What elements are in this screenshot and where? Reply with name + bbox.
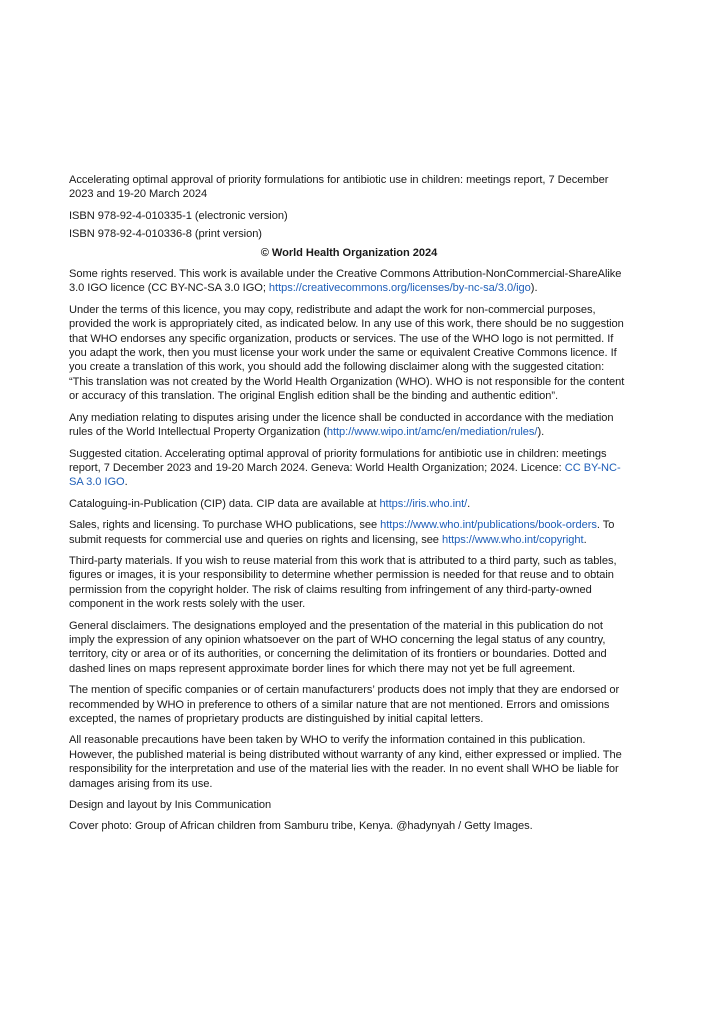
licence-link[interactable]: CC BY-NC-SA 3.0 IGO bbox=[69, 461, 621, 489]
companies-paragraph: The mention of specific companies or of certain manufacturers’ products does not imply that they are endorsed or recommended by WHO in preference to others of a similar nature that are not mentioned. Errors and omissions excepted, the names of proprietary products are distinguished by initial capital letters. bbox=[69, 684, 620, 725]
citation-paragraph bbox=[69, 447, 629, 490]
licence-terms-paragraph: Under the terms of this licence, you may copy, redistribute and adapt the work for non-commercial purposes, provided the work is appropriately cited, as indicated below. In any use of this work, there should be no suggestion that WHO endorses any specific organization, products or services. The use of the WHO logo is not permitted. If you adapt the work, then you must license your work under the same or equivalent Creative Commons licence. If you create a translation of this work, you should add the following disclaimer along with the suggested citation: “This translation was not created by the World Health Organization (WHO). WHO is not responsible for the content or accuracy of this translation. The original English edition shall be the binding and authentic edition”. bbox=[69, 303, 625, 403]
sales-paragraph bbox=[69, 518, 629, 547]
rights-after: ). bbox=[530, 282, 538, 295]
sales-text-1: Sales, rights and licensing. To purchase WHO publications, see bbox=[69, 519, 381, 532]
third-party-paragraph: Third-party materials. If you wish to reuse material from this work that is attributed to a third party, such as tables, figures or images, it is your responsibility to determine whether permission is needed for that reuse and to obtain permission from the copyright holder. The risk of claims resulting from infringement of any third-party-owned component in the work rests solely with the user. bbox=[69, 554, 617, 611]
mediation-after: ). bbox=[537, 426, 545, 439]
rights-text: Some rights reserved. This work is available under the Creative Commons Attribution-NonCommercial-ShareAlike 3.0 IGO licence (CC BY-NC-SA 3.0 IGO; bbox=[69, 268, 622, 295]
design-credit: Design and layout by Inis Communication bbox=[69, 799, 272, 812]
citation-text: Suggested citation. Accelerating optimal approval of priority formulations for antibiotic use in children: meetings report, 7 December 2023 and 19-20 March 2024. Geneva: World Health Organization; 2024. Licence: bbox=[69, 447, 607, 474]
copyright-link[interactable]: https://www.who.int/copyright bbox=[441, 533, 584, 546]
rights-paragraph bbox=[69, 267, 629, 296]
report-title: Accelerating optimal approval of priority formulations for antibiotic use in children: meetings report, 7 December 2023 and 19-20 March 2024 bbox=[69, 174, 609, 201]
isbn-electronic: ISBN 978-92-4-010335-1 (electronic version) bbox=[69, 209, 288, 222]
copyright-page bbox=[69, 173, 629, 841]
citation-after: . bbox=[124, 476, 128, 489]
cip-text: Cataloguing-in-Publication (CIP) data. CIP data are available at bbox=[69, 497, 380, 510]
book-orders-link[interactable]: https://www.who.int/publications/book-orders bbox=[380, 519, 597, 532]
general-disclaimers-paragraph: General disclaimers. The designations employed and the presentation of the material in this publication do not imply the expression of any opinion whatsoever on the part of WHO concerning the legal status of any country, territory, city or area or of its authorities, or concerning the delimitation of its frontiers or boundaries. Dotted and dashed lines on maps represent approximate border lines for which there may not yet be full agreement. bbox=[69, 619, 607, 675]
creative-commons-link[interactable]: https://creativecommons.org/licenses/by-nc-sa/3.0/igo bbox=[268, 282, 531, 295]
mediation-text: Any mediation relating to disputes arising under the licence shall be conducted in accordance with the mediation rules of the World Intellectual Property Organization ( bbox=[69, 411, 614, 439]
isbn-print: ISBN 978-92-4-010336-8 (print version) bbox=[69, 228, 262, 241]
cip-after: . bbox=[467, 497, 471, 510]
sales-after: . bbox=[583, 533, 587, 546]
cover-photo-credit: Cover photo: Group of African children from Samburu tribe, Kenya. @hadynyah / Getty Images. bbox=[69, 820, 533, 833]
wipo-link[interactable]: http://www.wipo.int/amc/en/mediation/rules/ bbox=[326, 426, 538, 439]
copyright-notice: © World Health Organization 2024 bbox=[260, 246, 438, 259]
cip-paragraph bbox=[69, 497, 629, 511]
sales-text-2: . To submit requests for commercial use and queries on rights and licensing, see bbox=[69, 519, 615, 546]
mediation-paragraph bbox=[69, 411, 629, 440]
precautions-paragraph: All reasonable precautions have been taken by WHO to verify the information contained in this publication. However, the published material is being distributed without warranty of any kind, either expressed or implied. The responsibility for the interpretation and use of the material lies with the reader. In no event shall WHO be liable for damages arising from its use. bbox=[69, 734, 622, 790]
iris-link[interactable]: https://iris.who.int/ bbox=[379, 497, 468, 510]
